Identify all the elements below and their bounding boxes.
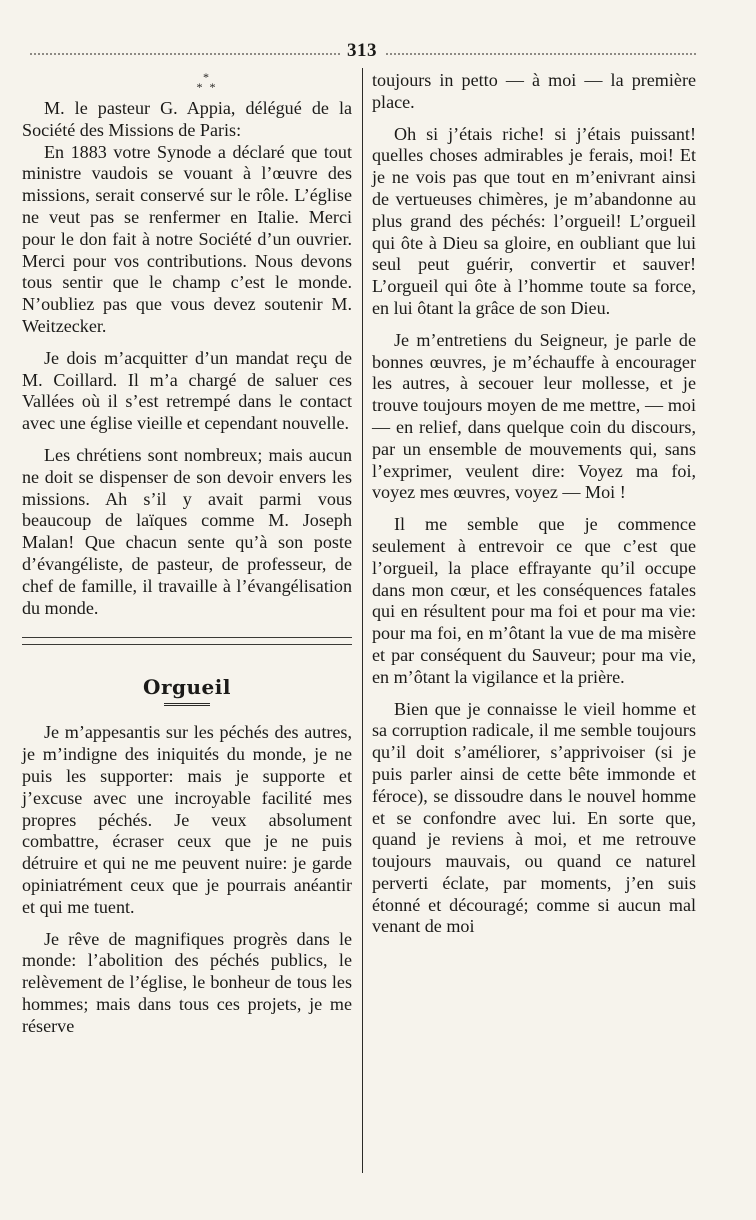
paragraph-synode: En 1883 votre Synode a déclaré que tout ministre vaudois se vouant à l’œuvre des missions, serait conservé sur le rôle. L’église ne veut pas se renfermer en Italie. Merci pour le don fait à notre Société d’un ouvrier. Merci pour vos contributions. Nous devons tous sentir que le champ c’est le monde. N’oubliez pas que vous devez soutenir M. Weitzecker.	[22, 141, 352, 336]
paragraph-appia-intro: M. le pasteur G. Appia, délégué de la Société des Missions de Paris:	[22, 98, 352, 140]
paragraph-riche: Oh si j’étais riche! si j’étais puissant! quelles choses admirables je ferais, moi! Et je ne vois pas que tout en m’enivrant ainsi de vertueuses chimères, je m’abandonne au plus grand des péchés: l’orgueil! L’orgueil qui ôte à Dieu sa gloire, en oubliant que lui seul peut guérir, convertir et sauver! L’orgueil qui ôte à l’homme toute sa force, en lui ôtant la grâce de son Dieu.	[372, 123, 696, 318]
asterism-ornament: * * *	[196, 70, 218, 94]
paragraph-chretiens: Les chrétiens sont nombreux; mais aucun ne doit se dispenser de son devoir envers les missions. Ah s’il y avait parmi vous beaucoup de laïques comme M. Joseph Malan! Que chacun sente qu’à son poste d’évangéliste, de pasteur, de professeur, de chef de famille, il travaille à l’évangélisation du monde.	[22, 444, 352, 618]
header-dotted-rule-right	[386, 53, 696, 55]
page-number: 313	[347, 40, 377, 61]
paragraph-coillard: Je dois m’acquitter d’un mandat reçu de M. Coillard. Il m’a chargé de saluer ces Vallées où il s’est retrempé dans le contact avec une église vieille et cependant nouvelle.	[22, 347, 352, 434]
running-header	[0, 40, 756, 70]
section-break-rule	[22, 637, 352, 645]
paragraph-reve: Je rêve de magnifiques progrès dans le monde: l’abolition des péchés publics, le relèvement de l’église, le bonheur de tous les hommes; mais dans tous ces projets, je me réserve	[22, 928, 352, 1036]
paragraph-orgueil: Il me semble que je commence seulement à entrevoir ce que c’est que l’orgueil, la place effrayante qu’il occupe dans mon cœur, et les conséquences fatales qui en résultent pour ma foi et pour ma vie: pour ma foi, en m’ôtant la vue de ma misère et par conséquent du Sauveur; pour ma vie, en m’ôtant la vigilance et la prière.	[372, 514, 696, 687]
left-column	[22, 70, 352, 1037]
column-divider	[362, 68, 363, 1173]
section-title: Orgueil	[143, 675, 231, 700]
paragraph-continuation: toujours in petto — à moi — la première place.	[372, 70, 696, 112]
paragraph-vieil-homme: Bien que je connaisse le vieil homme et sa corruption radicale, il me semble toujours qu’il doit s’améliorer, s’apprivoiser (si je puis parler ainsi de cette bête immonde et féroce), se dissoudre dans le nouvel homme et se confondre avec lui. En sorte que, quand je reviens à moi, et me retrouve toujours mauvais, ou quand ce naturel perverti éclate, par moments, j’en suis étonné et découragé; comme si aucun mal venant de moi	[372, 698, 696, 937]
paragraph-seigneur: Je m’entretiens du Seigneur, je parle de bonnes œuvres, je m’échauffe à encourager les autres, à secouer leur mollesse, et je trouve toujours moyen de me mettre, — moi — en relief, dans quelque coin du discours, par un ensemble de mouvements qui, sans l’exprimer, veulent dire: Voyez ma foi, voyez mes œuvres, voyez — Moi !	[372, 329, 696, 503]
title-ornament-rule	[164, 703, 210, 708]
header-dotted-rule-left	[30, 53, 340, 55]
right-column	[372, 70, 696, 938]
paragraph-appesantis: Je m’appesantis sur les péchés des autres, je m’indigne des iniquités du monde, je ne puis les supporter: mais je supporte et j’excuse avec une incroyable facilité mes propres péchés. Je veux absolument combattre, écraser ceux que je ne puis détruire et qui ne me peuvent nuire: je garde opiniatrément ceux que je pourrais anéantir et qui me tuent.	[22, 722, 352, 917]
